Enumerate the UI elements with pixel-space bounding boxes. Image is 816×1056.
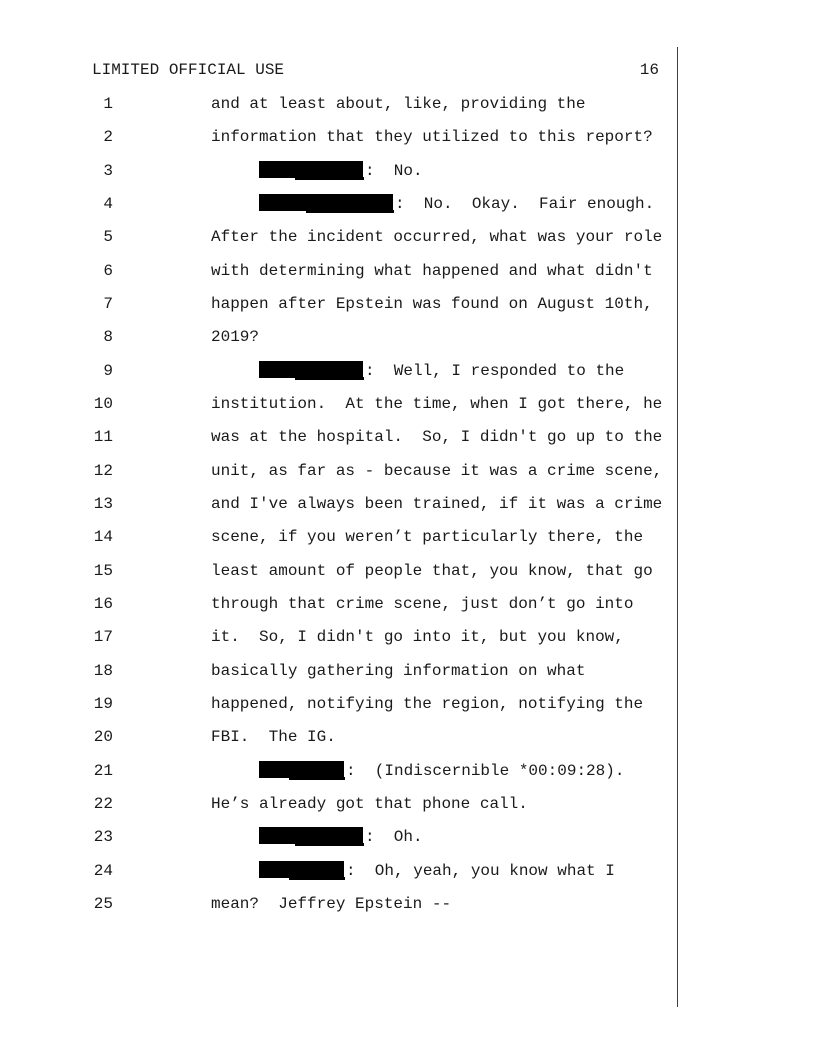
line-text: He’s already got that phone call. [211, 794, 528, 813]
line-text: happen after Epstein was found on August 10th, [211, 294, 653, 313]
line-number: 5 [103, 228, 113, 247]
redacted-speaker-name [259, 761, 344, 778]
transcript-line [0, 855, 816, 888]
transcript-line [0, 221, 816, 254]
line-text: After the incident occurred, what was your role [211, 228, 663, 247]
line-text: through that crime scene, just don’t go into [211, 594, 634, 613]
transcript-line [0, 555, 816, 588]
right-margin-rule [677, 47, 678, 1007]
line-number: 10 [93, 394, 113, 413]
line-number: 17 [93, 628, 113, 647]
line-number: 23 [93, 828, 113, 847]
line-text: and at least about, like, providing the [211, 95, 586, 113]
line-number: 20 [93, 728, 113, 747]
line-number: 18 [93, 661, 113, 680]
transcript-line [0, 388, 816, 421]
redacted-speaker-name [259, 161, 363, 178]
transcript-line [0, 121, 816, 154]
line-text: : No. [211, 155, 423, 188]
transcript-line [0, 288, 816, 321]
line-number: 4 [103, 194, 113, 213]
redacted-speaker-name [259, 827, 363, 844]
line-number: 16 [93, 594, 113, 613]
transcript-line [0, 321, 816, 354]
line-text: FBI. The IG. [211, 728, 336, 747]
line-text: information that they utilized to this report? [211, 128, 653, 147]
line-text: scene, if you weren’t particularly there, the [211, 528, 644, 547]
transcript-line [0, 721, 816, 754]
transcript-line [0, 821, 816, 854]
line-number: 11 [93, 428, 113, 447]
redacted-speaker-name [259, 861, 344, 878]
transcript-line [0, 788, 816, 821]
line-number: 12 [93, 461, 113, 480]
line-text: it. So, I didn't go into it, but you know, [211, 628, 624, 647]
transcript-line [0, 421, 816, 454]
transcript-line [0, 455, 816, 488]
page-number: 16 [639, 61, 659, 79]
line-number: 22 [93, 794, 113, 813]
line-text: : (Indiscernible *00:09:28). [211, 755, 624, 788]
transcript-line [0, 188, 816, 221]
line-text: 2019? [211, 328, 260, 347]
line-number: 24 [93, 861, 113, 880]
transcript-body [0, 88, 816, 921]
line-number: 19 [93, 694, 113, 713]
line-text: : Oh, yeah, you know what I [211, 855, 615, 888]
line-number: 14 [93, 528, 113, 547]
line-text: with determining what happened and what didn't [211, 261, 653, 280]
line-text: : No. Okay. Fair enough. [211, 188, 654, 221]
line-number: 1 [103, 95, 113, 113]
line-text: was at the hospital. So, I didn't go up to the [211, 428, 663, 447]
line-number: 21 [93, 761, 113, 780]
line-text: : Oh. [211, 821, 423, 854]
line-number: 7 [103, 294, 113, 313]
line-text: least amount of people that, you know, that go [211, 561, 653, 580]
line-text: unit, as far as - because it was a crime scene, [211, 461, 663, 480]
transcript-line [0, 655, 816, 688]
transcript-line [0, 688, 816, 721]
line-text: basically gathering information on what [211, 661, 586, 680]
line-number: 8 [103, 328, 113, 347]
line-text: happened, notifying the region, notifying the [211, 694, 644, 713]
redacted-speaker-name [259, 361, 363, 378]
line-number: 15 [93, 561, 113, 580]
classification-marking: LIMITED OFFICIAL USE [92, 61, 285, 79]
transcript-line [0, 888, 816, 921]
transcript-line [0, 755, 816, 788]
page-header [92, 61, 659, 79]
line-text: mean? Jeffrey Epstein -- [211, 894, 452, 913]
line-number: 3 [103, 161, 113, 180]
transcript-line [0, 521, 816, 554]
transcript-line [0, 355, 816, 388]
transcript-line [0, 155, 816, 188]
redacted-speaker-name [259, 194, 393, 211]
transcript-line [0, 621, 816, 654]
line-number: 13 [93, 494, 113, 513]
line-text: : Well, I responded to the [211, 355, 624, 388]
line-number: 25 [93, 894, 113, 913]
transcript-line [0, 88, 816, 121]
transcript-line [0, 255, 816, 288]
transcript-line [0, 588, 816, 621]
line-text: institution. At the time, when I got there, he [211, 394, 663, 413]
line-number: 6 [103, 261, 113, 280]
line-text: and I've always been trained, if it was a crime [211, 494, 663, 513]
transcript-line [0, 488, 816, 521]
line-number: 2 [103, 128, 113, 147]
line-number: 9 [103, 361, 113, 380]
